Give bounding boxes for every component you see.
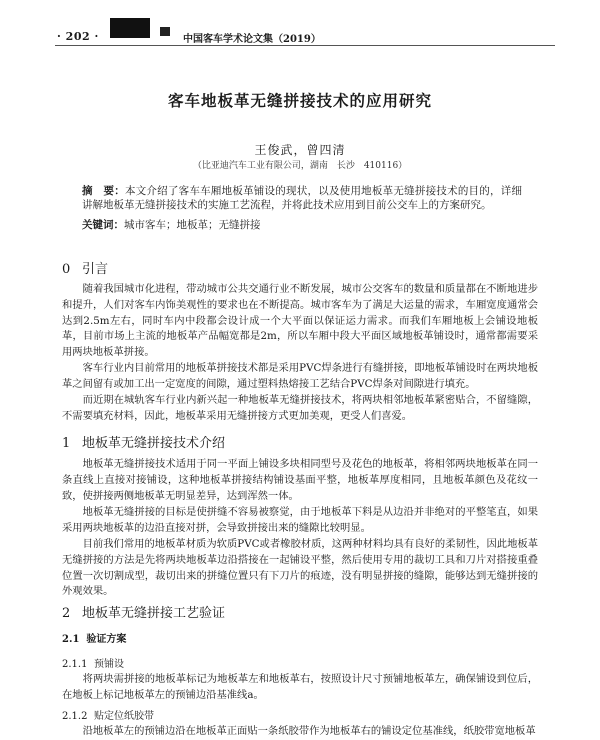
section-title: 引言: [82, 262, 109, 277]
subsection-heading-2-1: [62, 630, 126, 645]
subsubsection-heading-2-1-1: [62, 655, 124, 670]
keywords-text: 城市客车；地板革；无缝拼接: [124, 219, 261, 231]
header-divider: [55, 45, 555, 46]
subsubsection-title: 贴定位纸胶带: [94, 711, 154, 722]
section-number: 0: [62, 262, 71, 277]
paragraph-intro-2: 客车行业内目前常用的地板革拼接技术都是采用PVC焊条进行有缝拼接，即地板革铺设时在两块地板革之间留有或加工出一定宽度的间隙，通过塑料热熔接工艺结合PVC焊条对间隙进行填充。: [62, 362, 538, 390]
section-number: 1: [62, 436, 71, 451]
subsubsection-number: 2.1.2: [62, 711, 88, 722]
subsection-title: 验证方案: [86, 634, 127, 645]
section-title: 地板革无缝拼接工艺验证: [82, 606, 226, 621]
section-heading-1: [62, 432, 225, 451]
paragraph-s2-1-1: 将两块需拼接的地板革标记为地板革左和地板革右，按照设计尺寸预铺地板革左，确保铺设到位后，在地板上标记地板革左的预铺边沿基准线a。: [62, 673, 538, 701]
section-heading-intro: [62, 258, 108, 277]
paragraph-s2-1-2: 沿地板革左的预铺边沿在地板革正面贴一条纸胶带作为地板革右的铺设定位基准线，纸胶带宽地板革: [82, 725, 536, 737]
paragraph-s1-2: 地板革无缝拼接的目标是使拼缝不容易被察觉，由于地板革下料是从边沿并非绝对的平整笔直，如果采用两块地板革的边沿直接对拼，会导致拼接出来的缝隙比较明显。: [62, 506, 538, 534]
subsubsection-heading-2-1-2: [62, 707, 154, 722]
paragraph-s1-3: 目前我们常用的地板革材质为软质PVC或者橡胶材质，这两种材料均具有良好的柔韧性，因此地板革无缝拼接的方法是先将两块地板革边沿搭接在一起铺设平整，然后使用专用的裁切工具和刀片对搭接重叠位置一次切割成型，裁切出来的拼缝位置只有下刀片的痕迹，没有明显拼接的缝隙，能够达到无缝拼接的外观效果。: [62, 538, 538, 598]
subsection-number: 2.1: [62, 634, 80, 645]
keywords-label: 关键词：: [82, 219, 124, 231]
abstract: [82, 184, 522, 212]
paragraph-intro-1: 随着我国城市化进程，带动城市公共交通行业不断发展，城市公交客车的数量和质量都在不断地进步和提升，人们对客车内饰美观性的要求也在不断提高。城市客车为了满足大运量的需求，车厢宽度通常会达到2.5m左右，同时车内中段都会设计成一个大平面以保证运力需求。而我们车厢地板上会铺设地板革，目前市场上主流的地板革产品幅宽都是2m，所以车厢中段大平面区域地板革铺设时，通常都需要采用两块地板革拼接。: [62, 283, 538, 359]
abstract-label: 摘 要：: [82, 185, 125, 197]
journal-logo-mark: [160, 27, 170, 36]
affiliation: （比亚迪汽车工业有限公司，湖南 长沙 410116）: [192, 161, 408, 171]
section-title: 地板革无缝拼接技术介绍: [82, 436, 226, 451]
paragraph-s1-1: 地板革无缝拼接技术适用于同一平面上铺设多块相同型号及花色的地板革，将相邻两块地板革在同一条直线上直接对接铺设，这种地板革拼接结构铺设基面平整，地板革厚度相同，且地板革颜色及花纹一致，使拼接两侧地板革无明显差异，达到浑然一体。: [62, 458, 538, 502]
journal-title: 中国客车学术论文集（2019）: [183, 34, 321, 45]
subsubsection-title: 预铺设: [94, 659, 124, 670]
keywords: [82, 217, 522, 232]
authors: 王俊武，曾四清: [254, 143, 346, 157]
section-heading-2: [62, 602, 225, 621]
paragraph-intro-3: 而近期在城轨客车行业内新兴起一种地板革无缝拼接技术，将两块相邻地板革紧密贴合，不留缝隙，不需要填充材料，因此，地板革采用无缝拼接方式更加美观，更受人们喜爱。: [62, 394, 538, 422]
journal-logo: [110, 18, 150, 38]
subsubsection-number: 2.1.1: [62, 659, 88, 670]
abstract-text: 本文介绍了客车车厢地板革铺设的现状，以及使用地板革无缝拼接技术的目的，详细讲解地板革无缝拼接技术的实施工艺流程，并将此技术应用到目前公交车上的方案研究。: [82, 185, 523, 211]
section-number: 2: [62, 606, 71, 621]
page-number: · 202 ·: [57, 30, 99, 43]
paper-title: 客车地板革无缝拼接技术的应用研究: [167, 91, 432, 110]
